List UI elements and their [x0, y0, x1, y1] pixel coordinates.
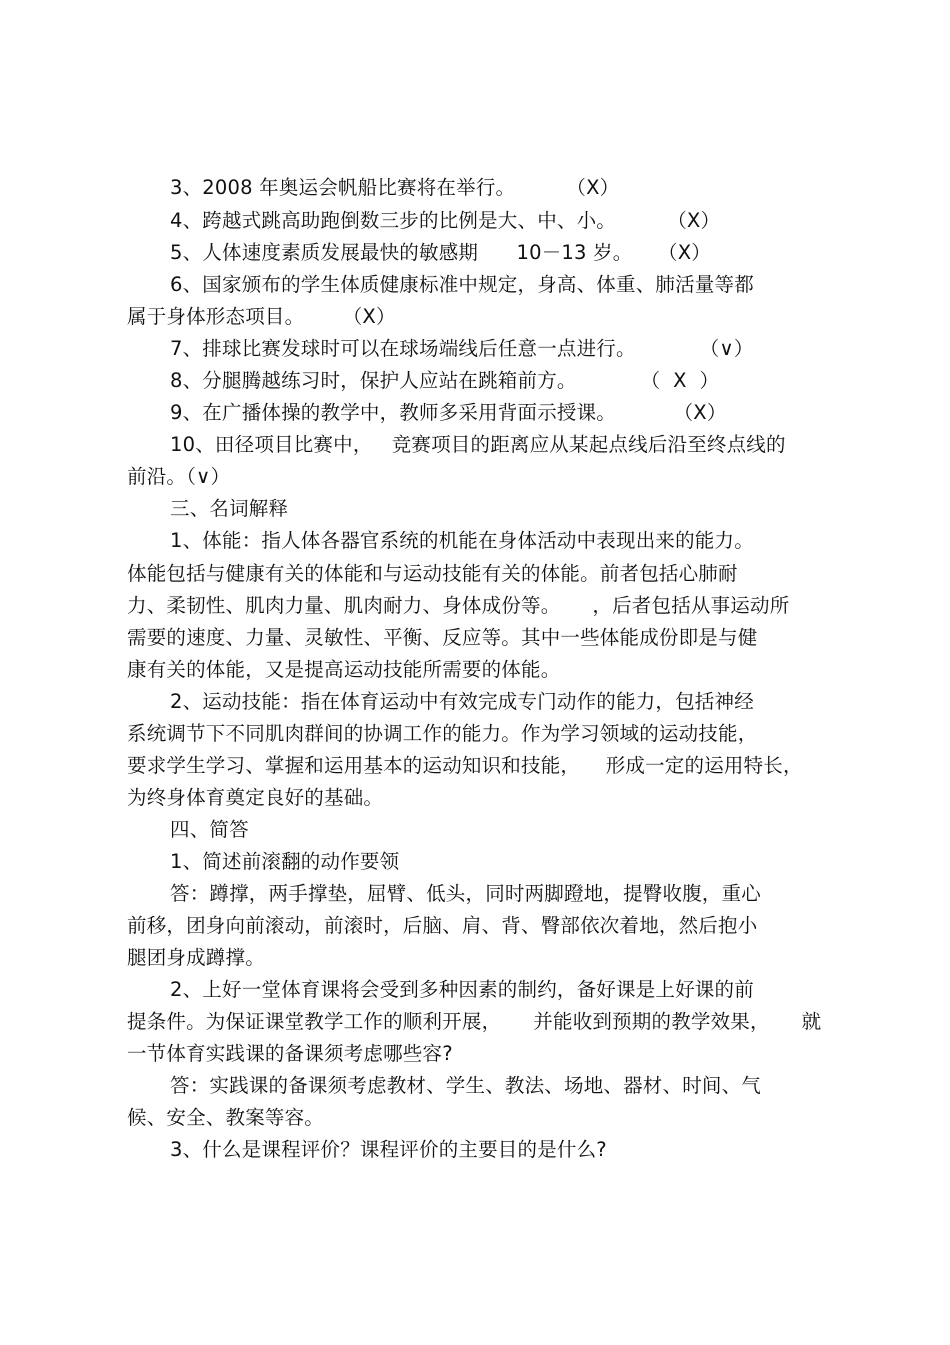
text-line-19: 要求学生学习、掌握和运用基本的运动知识和技能， 形成一定的运用特长，: [127, 754, 803, 777]
text-line-22: 1、简述前滚翻的动作要领: [170, 850, 400, 873]
text-line-13: 体能包括与健康有关的体能和与运动技能有关的体能。前者包括心肺耐: [127, 562, 738, 585]
text-line-15: 需要的速度、力量、灵敏性、平衡、反应等。其中一些体能成份即是与健: [127, 626, 758, 649]
text-line-17: 2、运动技能：指在体育运动中有效完成专门动作的能力，包括神经: [170, 690, 754, 713]
text-line-30: 候、安全、教案等容。: [127, 1106, 325, 1129]
text-line-29: 答：实践课的备课须考虑教材、学生、教法、场地、器材、时间、气: [170, 1074, 762, 1097]
text-line-2: 4、跨越式跳高助跑倒数三步的比例是大、中、小。 （X）: [170, 209, 721, 232]
text-line-14: 力、柔韧性、肌肉力量、肌肉耐力、身体成份等。 ，后者包括从事运动所: [127, 594, 790, 617]
text-line-20: 为终身体育奠定良好的基础。: [127, 786, 384, 809]
text-line-12: 1、体能：指人体各器官系统的机能在身体活动中表现出来的能力。: [170, 529, 754, 552]
text-line-6: 7、排球比赛发球时可以在球场端线后任意一点进行。 （∨）: [170, 337, 754, 360]
text-line-7: 8、分腿腾越练习时，保护人应站在跳箱前方。 （ X ）: [170, 369, 720, 392]
text-line-23: 答：蹲撑，两手撑垫，屈臂、低头，同时两脚蹬地，提臀收腹，重心: [170, 882, 762, 905]
text-line-9: 10、田径项目比赛中， 竞赛项目的距离应从某起点线后沿至终点线的: [170, 433, 786, 456]
text-line-31: 3、什么是课程评价？课程评价的主要目的是什么?: [170, 1138, 607, 1161]
text-line-18: 系统调节下不同肌肉群间的协调工作的能力。作为学习领域的运动技能，: [127, 722, 758, 745]
text-line-27: 提条件。为保证课堂教学工作的顺利开展， 并能收到预期的教学效果， 就: [127, 1010, 822, 1033]
text-line-3: 5、人体速度素质发展最快的敏感期 10－13 岁。 （X）: [170, 241, 711, 264]
text-line-28: 一节体育实践课的备课须考虑哪些容?: [127, 1042, 453, 1065]
section-heading-short-answer: 四、简答: [170, 818, 249, 841]
text-line-10: 前沿。（∨）: [127, 465, 231, 488]
text-line-8: 9、在广播体操的教学中，教师多采用背面示授课。 （X）: [170, 401, 727, 424]
text-line-16: 康有关的体能，又是提高运动技能所需要的体能。: [127, 658, 561, 681]
text-line-4: 6、国家颁布的学生体质健康标准中规定，身高、体重、肺活量等都: [170, 273, 754, 296]
section-heading-terms: 三、名词解释: [170, 497, 289, 520]
text-line-25: 腿团身成蹲撑。: [127, 946, 265, 969]
text-line-5: 属于身体形态项目。 （X）: [127, 305, 396, 328]
text-line-26: 2、上好一堂体育课将会受到多种因素的制约，备好课是上好课的前: [170, 978, 754, 1001]
text-line-1: 3、2008 年奥运会帆船比赛将在举行。 （X）: [170, 176, 620, 199]
text-line-24: 前移，团身向前滚动，前滚时，后脑、肩、背、臀部依次着地，然后抱小: [127, 914, 758, 937]
